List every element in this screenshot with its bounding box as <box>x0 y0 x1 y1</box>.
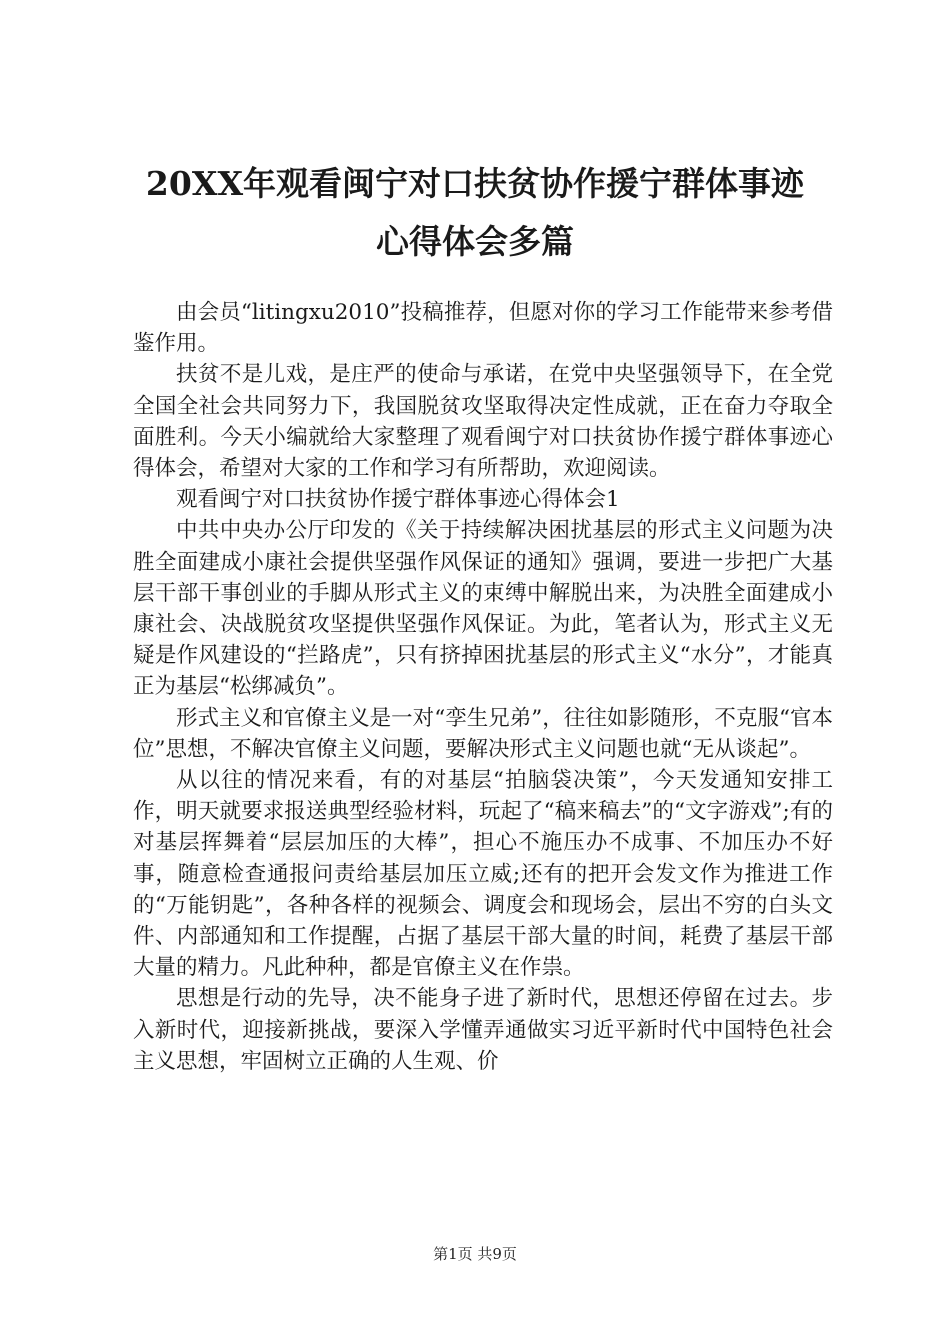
paragraph-source-note: 由会员“litingxu2010”投稿推荐，但愿对你的学习工作能带来参考借鉴作用。 <box>133 300 833 357</box>
page-number-footer: 第1页 共9页 <box>433 1245 517 1263</box>
paragraph-intro: 扶贫不是儿戏，是庄严的使命与承诺，在党中央坚强领导下，在全党全国全社会共同努力下，我国脱贫攻坚取得决定性成就，正在奋力夺取全面胜利。今天小编就给大家整理了观看闽宁对口扶贫协作援宁群体事迹心得体会，希望对大家的工作和学习有所帮助，欢迎阅读。 <box>133 362 833 482</box>
paragraph-body: 中共中央办公厅印发的《关于持续解决困扰基层的形式主义问题为决胜全面建成小康社会提供坚强作风保证的通知》强调，要进一步把广大基层干部干事创业的手脚从形式主义的束缚中解脱出来，为决胜全面建成小康社会、决战脱贫攻坚提供坚强作风保证。为此，笔者认为，形式主义无疑是作风建设的“拦路虎”，只有挤掉困扰基层的形式主义“水分”，才能真正为基层“松绑减负”。 <box>133 518 833 700</box>
paragraph-body: 从以往的情况来看，有的对基层“拍脑袋决策”，今天发通知安排工作，明天就要求报送典型经验材料，玩起了“稿来稿去”的“文字游戏”;有的对基层挥舞着“层层加压的大棒”，担心不施压办不成事、不加压办不好事，随意检查通报问责给基层加压立威;还有的把开会发文作为推进工作的“万能钥匙”，各种各样的视频会、调度会和现场会，层出不穷的白头文件、内部通知和工作提醒，占据了基层干部大量的时间，耗费了基层干部大量的精力。凡此种种，都是官僚主义在作祟。 <box>133 768 833 981</box>
paragraph-body: 思想是行动的先导，决不能身子进了新时代，思想还停留在过去。步入新时代，迎接新挑战，要深入学懂弄通做实习近平新时代中国特色社会主义思想，牢固树立正确的人生观、价 <box>133 986 833 1074</box>
document-title-line-2: 心得体会多篇 <box>376 222 574 261</box>
document-body <box>133 297 833 1077</box>
paragraph-body: 形式主义和官僚主义是一对“孪生兄弟”，往往如影随形，不克服“官本位”思想，不解决官僚主义问题，要解决形式主义问题也就“无从谈起”。 <box>133 705 833 762</box>
document-title-line-1: 20XX年观看闽宁对口扶贫协作援宁群体事迹 <box>145 164 805 203</box>
section-heading: 观看闽宁对口扶贫协作援宁群体事迹心得体会1 <box>176 487 620 513</box>
